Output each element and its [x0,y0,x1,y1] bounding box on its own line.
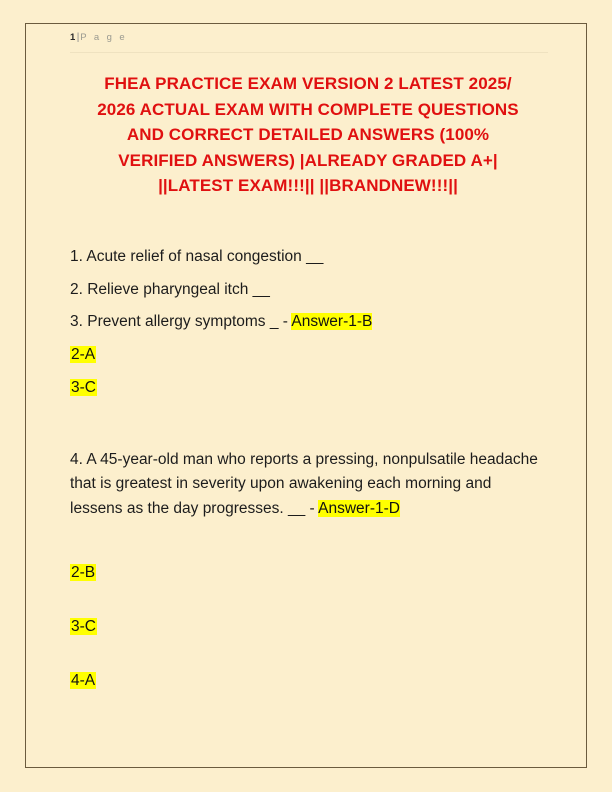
page-content [25,23,587,768]
title-line-2: 2026 ACTUAL EXAM WITH COMPLETE QUESTIONS [97,99,519,119]
spacer [70,521,558,561]
header-page-word: P a g e [80,32,128,43]
title-line-4: VERIFIED ANSWERS) |ALREADY GRADED A+| [118,150,498,170]
document-body [70,245,558,693]
question-3-answer-highlight: Answer-1-B [291,313,373,330]
answer-3c-second-highlight: 3-C [71,618,96,635]
answer-4a-highlight: 4-A [71,672,96,689]
question-3 [70,310,558,334]
title-line-1: FHEA PRACTICE EXAM VERSION 2 LATEST 2025/ [104,74,512,93]
answer-2b-row [70,561,558,585]
answer-2a-row [70,343,558,367]
question-4 [70,448,540,522]
title-line-3: AND CORRECT DETAILED ANSWERS (100% [126,125,490,144]
document-title [65,71,551,199]
answer-3c-second-row [70,615,558,639]
header-page-number: 1 [70,32,76,43]
title-line-5: ||LATEST EXAM!!!|| ||BRANDNEW!!!|| [158,176,458,195]
question-3-text: 3. Prevent allergy symptoms _ - [70,313,292,330]
answer-2a-highlight: 2-A [71,345,96,363]
answer-3c-highlight: 3-C [71,378,96,396]
question-4-text: 4. A 45-year-old man who reports a pressing, nonpulsatile headache that is greatest in severity upon awakening each morning and lessens as the day progresses. __ - [70,450,538,517]
header-separator: | [76,32,80,43]
answer-3c-row [70,376,558,400]
spacer [70,400,558,448]
spacer [70,367,558,376]
question-1: 1. Acute relief of nasal congestion __ [70,248,324,265]
question-2: 2. Relieve pharyngeal itch __ [70,280,270,298]
spacer [70,585,558,615]
header-page-label [70,31,548,45]
answer-4a-row [70,669,558,693]
spacer [70,639,558,669]
question-4-answer-highlight: Answer-1-D [318,499,400,517]
page-header [70,31,548,45]
header-divider [70,52,548,53]
answer-2b-highlight: 2-B [71,564,96,581]
